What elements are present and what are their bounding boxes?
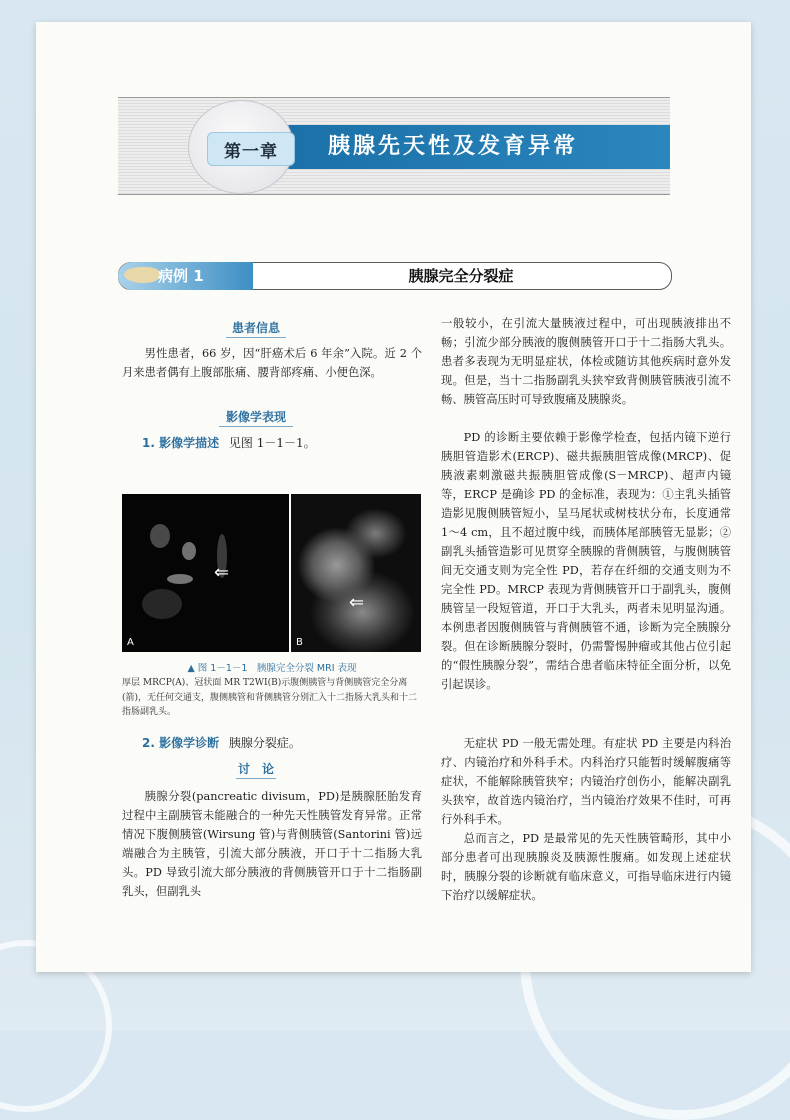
case-label: 病例 1	[158, 267, 204, 285]
item1-number: 1. 影像学描述	[142, 436, 220, 450]
right-paragraph-1: 一般较小，在引流大量胰液过程中，可出现胰液排出不畅；引流少部分胰液的腹侧胰管开口于十二指肠大乳头。患者多表现为无明显症状，体检或随访其他疾病时意外发现。但是，当十二指肠副乳头狭窄致背侧胰管胰液引流不畅、胰管高压时可导致腹痛及胰腺炎。	[441, 317, 731, 406]
panel-b-letter: B	[296, 637, 303, 648]
arrow-icon: ⇐	[214, 562, 230, 583]
discussion-text: 胰腺分裂(pancreatic divisum，PD)是胰腺胚胎发育过程中主副胰管未能融合的一种先天性胰管发育异常。正常情况下腹侧胰管(Wirsung 管)与背侧胰管(Santorini 管)远端融合为主胰管，引流大部分胰液，开口于十二指肠大乳头。PD 导致引流大部分胰液的背侧胰管开口于十二指肠副乳头，但副乳头	[122, 790, 422, 898]
pancreas-icon	[124, 267, 160, 283]
mri-panel-b	[291, 494, 421, 652]
patient-info-text: 男性患者，66 岁，因“肝癌术后 6 年余”入院。近 2 个月来患者偶有上腹部胀痛、腰背部疼痛、小便色深。	[122, 347, 422, 379]
item1-text: 见图 1－1－1。	[228, 436, 316, 450]
right-paragraph-4: 总而言之，PD 是最常见的先天性胰管畸形，其中小部分患者可出现胰腺炎及胰源性腹痛。如发现上述症状时，胰腺分裂的诊断就有临床意义，可指导临床进行内镜下治疗以缓解症状。	[441, 832, 731, 902]
discussion-heading: 讨 论	[237, 762, 274, 776]
item2-number: 2. 影像学诊断	[142, 736, 220, 750]
imaging-diagnosis	[142, 734, 422, 752]
right-paragraph-3: 无症状 PD 一般无需处理。有症状 PD 主要是内科治疗、内镜治疗和外科手术。内科治疗只能暂时缓解腹痛等症状，不能解除胰管狭窄；内镜治疗创伤小，能解决副乳头狭窄，故首选内镜治疗，当内镜治疗效果不佳时，可再行外科手术。	[441, 737, 731, 826]
imaging-heading: 影像学表现	[219, 408, 293, 425]
item2-text: 胰腺分裂症。	[228, 736, 301, 750]
chapter-title: 胰腺先天性及发育异常	[328, 134, 579, 159]
chapter-label: 第一章	[207, 132, 295, 166]
imaging-description	[142, 434, 422, 452]
figure-caption: ▲ 图 1－1－1 胰腺完全分裂 MRI 表现	[187, 663, 357, 674]
right-paragraph-2: PD 的诊断主要依赖于影像学检查，包括内镜下逆行胰胆管造影术(ERCP)、磁共振胰胆管成像(MRCP)、促胰液素刺激磁共振胰胆管成像(S－MRCP)、超声内镜等，ERCP 是确诊 PD 的金标准，表现为：①主乳头插管造影见腹侧胰管短小，呈马尾状或树枝状分布，长度通常 1～4 cm，且不超过腹中线，而胰体尾部胰管无显影；②副乳头插管造影可见贯穿全胰腺的背侧胰管，与腹侧胰管间无交通支则为完全性 PD，若存在纤细的交通支则为不完全性 PD。MRCP 表现为背侧胰管开口于副乳头，腹侧胰管呈一段短管道，开口于大乳头，两者未见明显沟通。本例患者因腹侧胰管与背侧胰管不通，诊断为完全胰腺分裂。但在诊断胰腺分裂时，仍需警惕肿瘤或其他占位引起的“假性胰腺分裂”，需结合患者临床特征全面分析，以免引起误诊。	[441, 431, 731, 691]
panel-a-letter: A	[127, 637, 134, 648]
mri-panel-a	[122, 494, 289, 652]
book-page	[36, 22, 751, 972]
figure-note: 厚层 MRCP(A)、冠状面 MR T2WI(B)示腹侧胰管与背侧胰管完全分离(箭)，无任何交通支，腹侧胰管和背侧胰管分别汇入十二指肠大乳头和十二指肠副乳头。	[122, 678, 418, 717]
patient-info-heading: 患者信息	[226, 319, 286, 336]
case-title: 胰腺完全分裂症	[408, 267, 514, 285]
arrow-icon: ⇐	[349, 592, 365, 613]
